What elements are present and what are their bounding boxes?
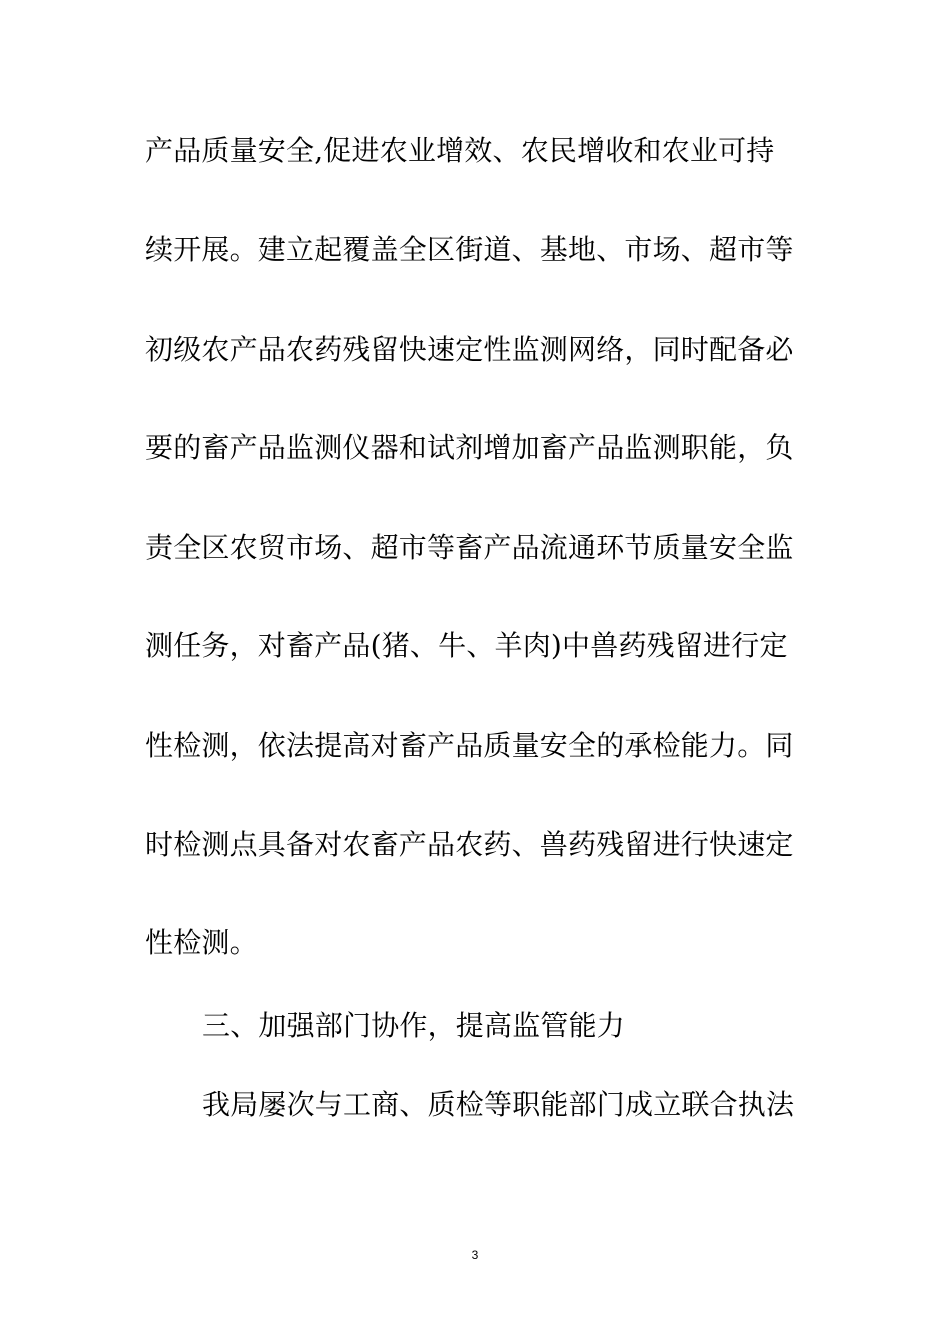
body-text-line-5: 责全区农贸市场、超市等畜产品流通环节质量安全监 (145, 531, 794, 564)
body-text-line-7: 性检测，依法提高对畜产品质量安全的承检能力。同 (145, 729, 794, 762)
body-text-line-2: 续开展。建立起覆盖全区街道、基地、市场、超市等 (145, 233, 794, 266)
section-heading: 三、加强部门协作，提高监管能力 (202, 1009, 626, 1042)
paragraph-start-line: 我局屡次与工商、质检等职能部门成立联合执法 (202, 1088, 795, 1121)
body-text-line-1: 产品质量安全,促进农业增效、农民增收和农业可持 (145, 134, 775, 167)
body-text-line-4: 要的畜产品监测仪器和试剂增加畜产品监测职能，负 (145, 431, 794, 464)
body-text-line-9: 性检测。 (145, 926, 258, 959)
body-text-line-8: 时检测点具备对农畜产品农药、兽药残留进行快速定 (145, 828, 794, 861)
page-number: 3 (471, 1248, 479, 1262)
body-text-line-6: 测任务，对畜产品(猪、牛、羊肉)中兽药残留进行定 (145, 629, 788, 662)
body-text-line-3: 初级农产品农药残留快速定性监测网络，同时配备必 (145, 333, 794, 366)
